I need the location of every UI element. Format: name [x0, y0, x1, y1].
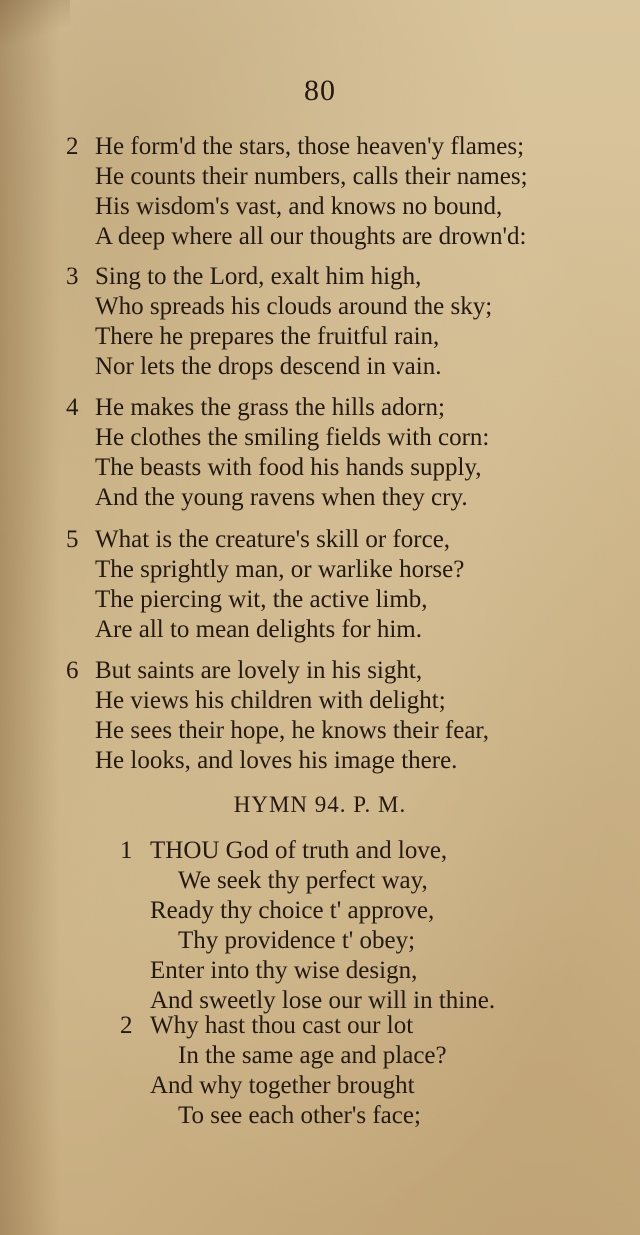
verse-line: The piercing wit, the active limb, [95, 586, 428, 613]
verse-line: He views his children with delight; [95, 687, 446, 714]
stanza-6 [66, 656, 626, 776]
verse-line: He counts their numbers, calls their names; [95, 163, 528, 190]
verse-line: In the same age and place? [178, 1042, 447, 1069]
verse-line: Ready thy choice t' approve, [150, 897, 435, 924]
hymn-title: HYMN 94. P. M. [233, 792, 407, 817]
stanza-number: 3 [66, 263, 79, 290]
page-number: 80 [304, 74, 336, 107]
stanza-5 [66, 525, 626, 645]
stanza-number: 6 [66, 657, 79, 684]
verse-line: Enter into thy wise design, [150, 957, 418, 984]
verse-line: We seek thy perfect way, [178, 867, 428, 894]
verse-line: Why hast thou cast our lot [150, 1012, 414, 1039]
stanza-number: 5 [66, 526, 79, 553]
verse-line: The beasts with food his hands supply, [95, 454, 482, 481]
verse-line: Are all to mean delights for him. [95, 616, 423, 643]
verse-line: And sweetly lose our will in thine. [150, 987, 496, 1014]
page-edge-shading [0, 0, 60, 1235]
verse-line: Sing to the Lord, exalt him high, [95, 263, 422, 290]
verse-line: He looks, and loves his image there. [95, 747, 458, 774]
verse-line: Thy providence t' obey; [178, 927, 416, 954]
verse-line: He form'd the stars, those heaven'y flames; [95, 133, 525, 160]
verse-line: Nor lets the drops descend in vain. [95, 353, 442, 380]
stanza-4 [66, 393, 626, 513]
stanza-2 [66, 132, 626, 252]
verse-line: He sees their hope, he knows their fear, [95, 717, 489, 744]
verse-line: THOU God of truth and love, [150, 837, 448, 864]
verse-line: But saints are lovely in his sight, [95, 657, 423, 684]
verse-line: To see each other's face; [178, 1102, 421, 1129]
verse-line: A deep where all our thoughts are drown'd: [95, 223, 527, 250]
verse-line: The sprightly man, or warlike horse? [95, 556, 465, 583]
stanza-number: 2 [120, 1012, 133, 1039]
verse-line: He makes the grass the hills adorn; [95, 394, 445, 421]
stanza-number: 2 [66, 133, 79, 160]
corner-crease [0, 0, 70, 60]
stanza-number: 1 [120, 837, 133, 864]
stanza-number: 4 [66, 394, 79, 421]
verse-line: And the young ravens when they cry. [95, 484, 468, 511]
hymn-stanza-1 [120, 836, 620, 1016]
verse-line: He clothes the smiling fields with corn: [95, 424, 490, 451]
verse-line: What is the creature's skill or force, [95, 526, 451, 553]
verse-line: And why together brought [150, 1072, 415, 1099]
verse-line: His wisdom's vast, and knows no bound, [95, 193, 503, 220]
verse-line: There he prepares the fruitful rain, [95, 323, 440, 350]
stanza-3 [66, 262, 626, 382]
verse-line: Who spreads his clouds around the sky; [95, 293, 493, 320]
hymn-stanza-2 [120, 1011, 620, 1131]
